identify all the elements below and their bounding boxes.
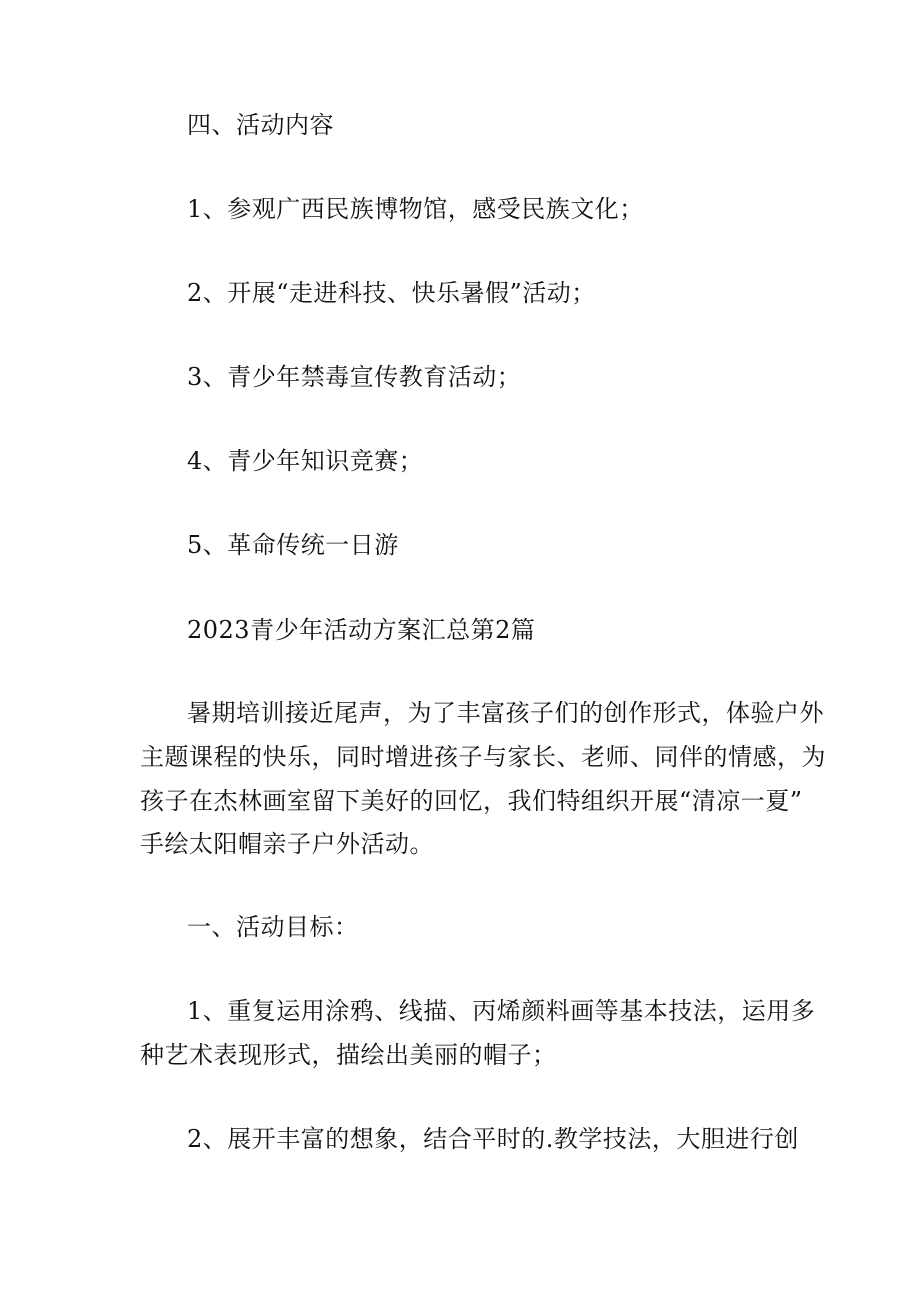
intro-line-3: 孩子在杰林画室留下美好的回忆，我们特组织开展“清凉一夏”: [140, 787, 803, 815]
goal-2-line-1: 2、展开丰富的想象，结合平时的.教学技法，大胆进行创: [187, 1125, 799, 1153]
intro-line-1: 暑期培训接近尾声，为了丰富孩子们的创作形式，体验户外: [187, 699, 824, 727]
section-four-heading: 四、活动内容: [187, 111, 334, 139]
activity-item-5: 5、革命传统一日游: [187, 531, 399, 559]
activity-item-3: 3、青少年禁毒宣传教育活动；: [187, 363, 522, 391]
goal-heading: 一、活动目标：: [187, 913, 359, 941]
intro-line-4: 手绘太阳帽亲子户外活动。: [140, 830, 434, 858]
activity-item-2: 2、开展“走进科技、快乐暑假”活动；: [187, 279, 596, 307]
intro-line-2: 主题课程的快乐，同时增进孩子与家长、老师、同伴的情感，为: [140, 743, 826, 771]
activity-item-1: 1、参观广西民族博物馆，感受民族文化；: [187, 195, 644, 223]
goal-1-line-1: 1、重复运用涂鸦、线描、丙烯颜料画等基本技法，运用多: [187, 997, 816, 1025]
activity-item-4: 4、青少年知识竞赛；: [187, 447, 424, 475]
goal-1-line-2: 种艺术表现形式，描绘出美丽的帽子；: [140, 1041, 557, 1069]
article-title: 2023青少年活动方案汇总第2篇: [187, 616, 536, 644]
